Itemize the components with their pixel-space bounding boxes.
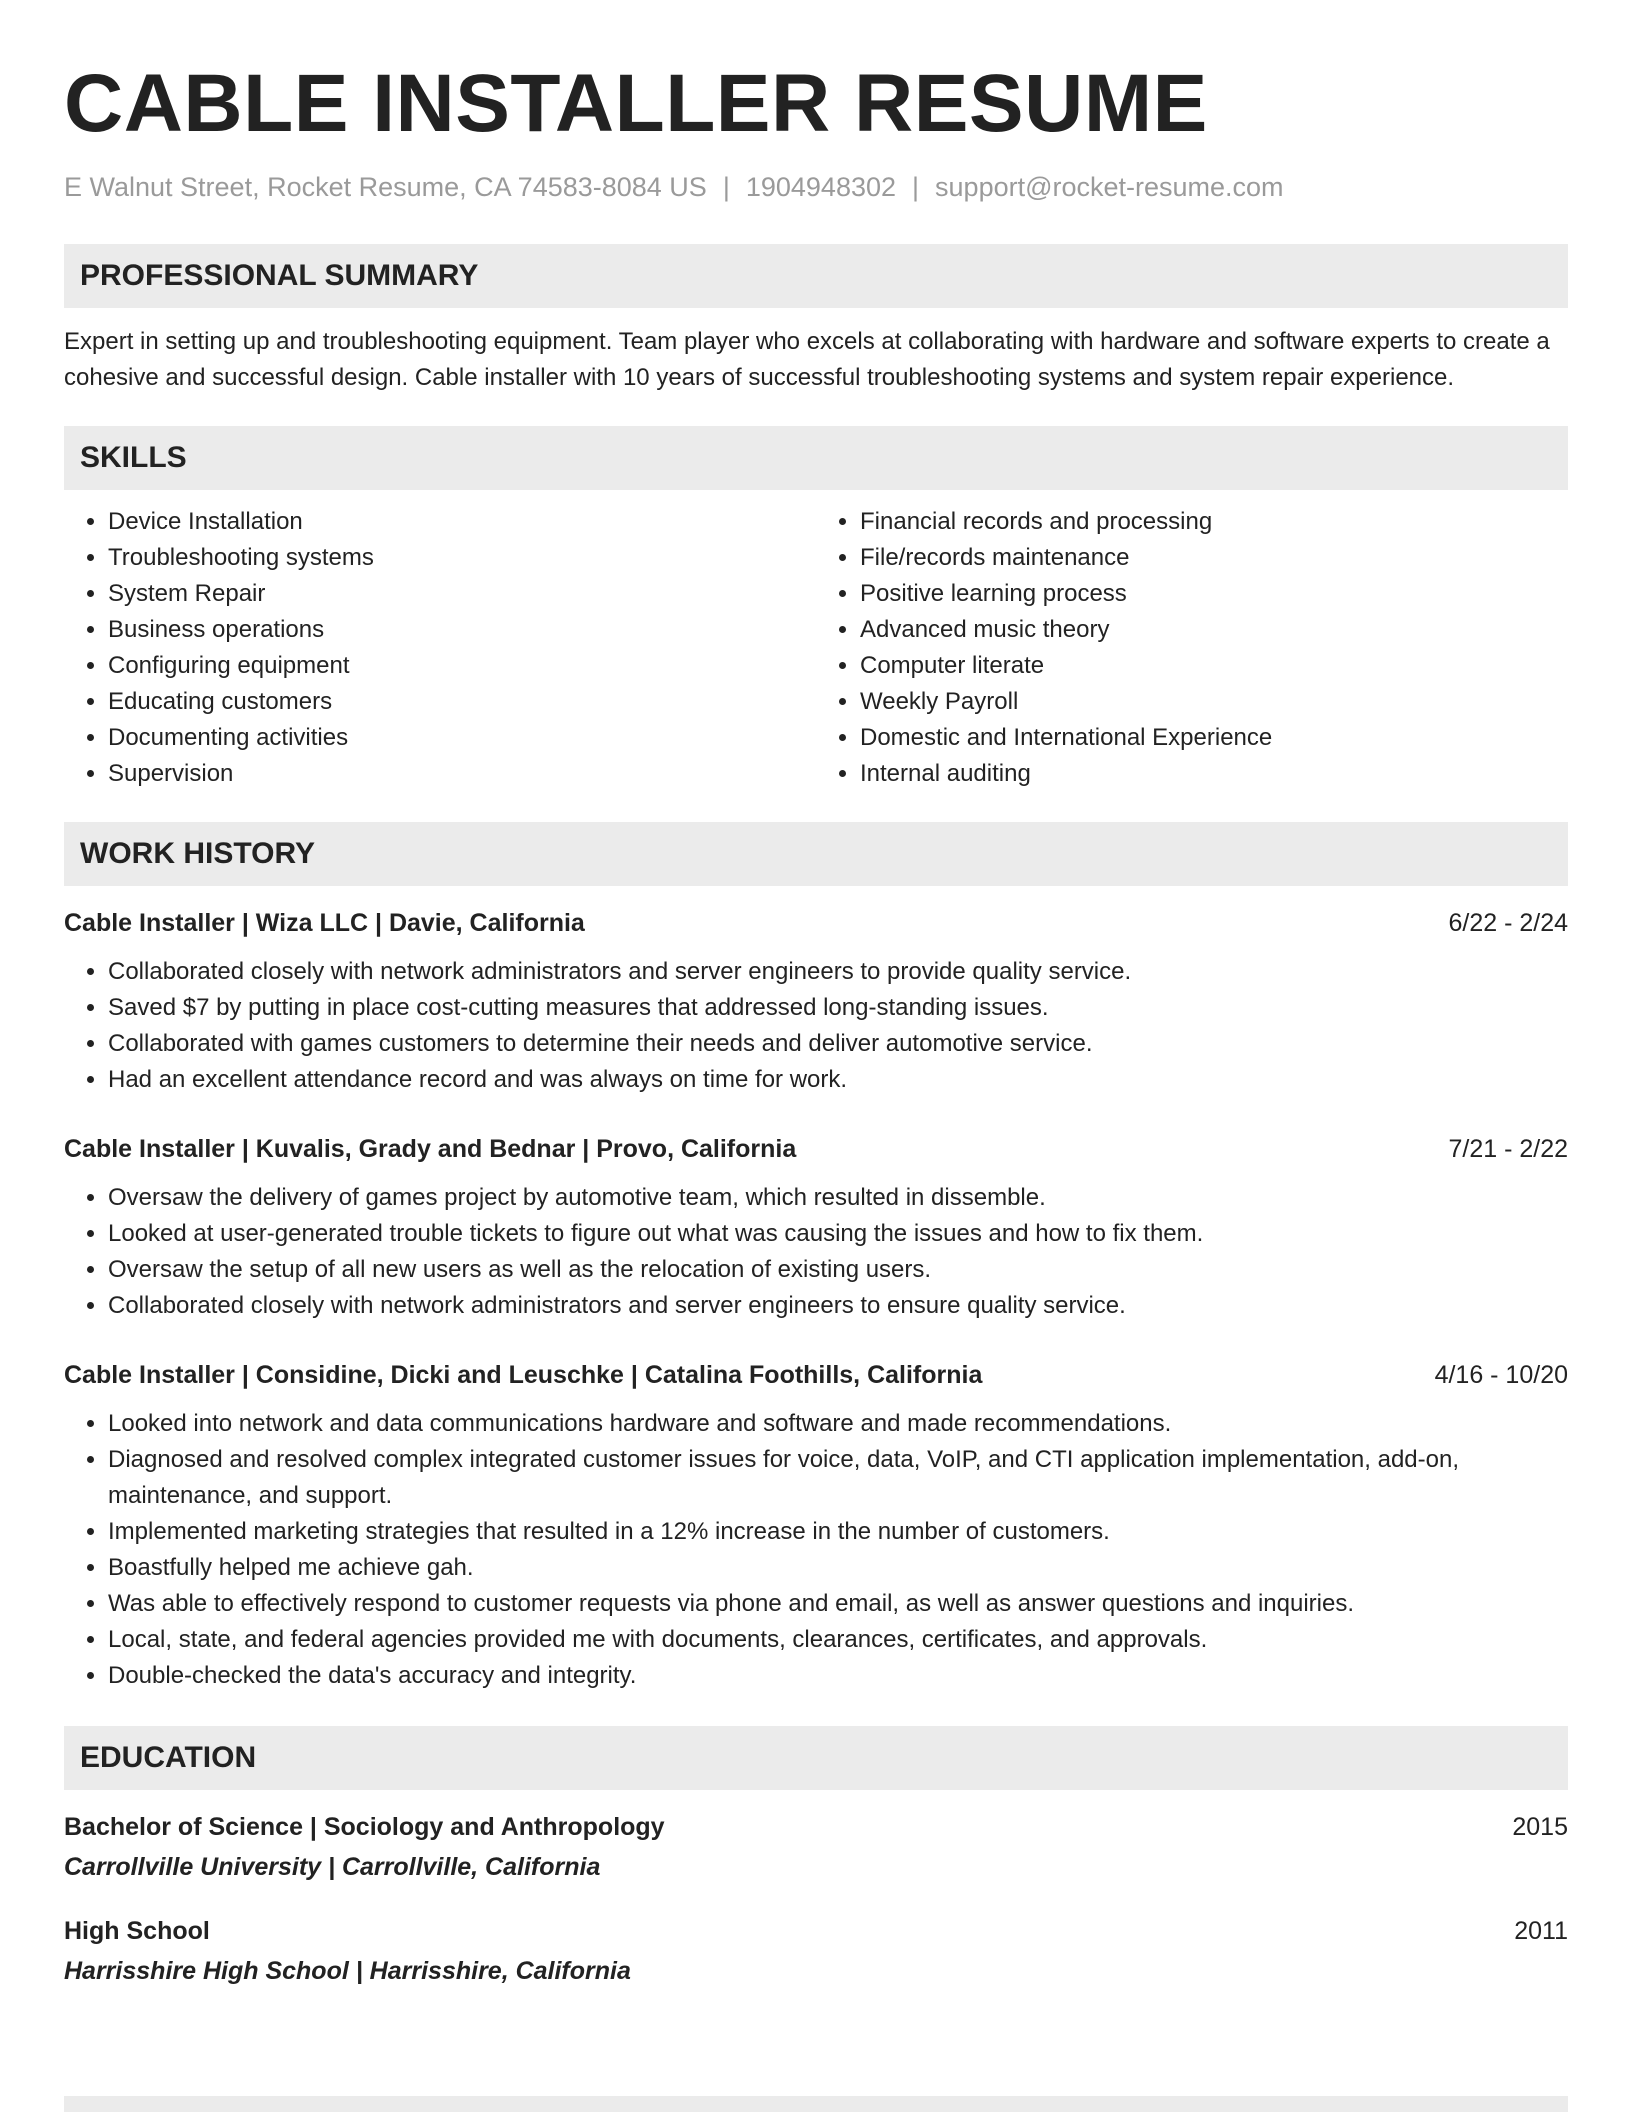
contact-address: E Walnut Street, Rocket Resume, CA 74583-8084 US [64,172,707,202]
job-entry [64,906,1568,1098]
education-degree: High School [64,1917,210,1945]
section-heading-bar-cutoff [64,2096,1568,2112]
section-heading-work-history: WORK HISTORY [64,822,1568,886]
job-dates: 4/16 - 10/20 [1434,1361,1568,1389]
section-heading-education: EDUCATION [64,1726,1568,1790]
job-bullet: • Had an excellent attendance record and was always on time for work. [108,1062,1568,1098]
job-title: Cable Installer | Wiza LLC | Davie, California [64,909,585,937]
skill-item: • Supervision [108,756,816,792]
contact-separator: | [912,172,920,202]
job-bullets [64,1406,1568,1694]
skill-item: • Documenting activities [108,720,816,756]
job-bullet: • Oversaw the delivery of games project by automotive team, which resulted in dissemble. [108,1180,1568,1216]
education-entry [64,1810,1568,1884]
skill-item: • Financial records and processing [860,504,1568,540]
job-bullet: • Local, state, and federal agencies provided me with documents, clearances, certificates, and approvals. [108,1622,1568,1658]
job-header [64,1358,1568,1392]
contact-line [64,170,1568,204]
skill-item: • Business operations [108,612,816,648]
job-bullet: • Implemented marketing strategies that resulted in a 12% increase in the number of customers. [108,1514,1568,1550]
skills-list [64,504,1568,792]
education-header [64,1914,1568,1948]
contact-phone: 1904948302 [745,172,897,202]
skill-item: • Weekly Payroll [860,684,1568,720]
job-bullet: • Oversaw the setup of all new users as well as the relocation of existing users. [108,1252,1568,1288]
skill-item: • Device Installation [108,504,816,540]
resume-title: CABLE INSTALLER RESUME [64,58,1208,149]
skill-item: • File/records maintenance [860,540,1568,576]
job-bullet: • Was able to effectively respond to customer requests via phone and email, as well as answer questions and inquiries. [108,1586,1568,1622]
skill-item: • Domestic and International Experience [860,720,1568,756]
skill-item: • Computer literate [860,648,1568,684]
job-bullet: • Collaborated closely with network administrators and server engineers to provide quality service. [108,954,1568,990]
job-header [64,1132,1568,1166]
skill-item: • Troubleshooting systems [108,540,816,576]
skill-item: • Internal auditing [860,756,1568,792]
job-title: Cable Installer | Considine, Dicki and Leuschke | Catalina Foothills, California [64,1361,983,1389]
job-bullets [64,954,1568,1098]
education-school: Carrollville University | Carrollville, California [64,1853,601,1881]
education-header [64,1810,1568,1844]
skill-item: • System Repair [108,576,816,612]
job-bullet: • Saved $7 by putting in place cost-cutting measures that addressed long-standing issues. [108,990,1568,1026]
skill-item: • Advanced music theory [860,612,1568,648]
skill-item: • Configuring equipment [108,648,816,684]
job-bullet: • Collaborated closely with network administrators and server engineers to ensure quality service. [108,1288,1568,1324]
summary-text: Expert in setting up and troubleshooting equipment. Team player who excels at collaborating with hardware and software experts to create a cohesive and successful design. Cable installer with 10 years of successful troubleshooting systems and system repair experience. [64,328,1550,391]
job-bullet: • Looked into network and data communications hardware and software and made recommendations. [108,1406,1568,1442]
skill-item: • Educating customers [108,684,816,720]
education-degree: Bachelor of Science | Sociology and Anthropology [64,1813,665,1841]
education-school: Harrisshire High School | Harrisshire, California [64,1957,631,1985]
education-entry [64,1914,1568,1988]
job-dates: 6/22 - 2/24 [1448,909,1568,937]
education-year: 2011 [1514,1917,1568,1945]
job-title: Cable Installer | Kuvalis, Grady and Bednar | Provo, California [64,1135,797,1163]
education-year: 2015 [1512,1813,1568,1841]
section-heading-skills: SKILLS [64,426,1568,490]
contact-email[interactable]: support@rocket-resume.com [935,172,1284,202]
skills-column-left [64,504,816,792]
job-entry [64,1132,1568,1324]
job-bullet: • Collaborated with games customers to determine their needs and deliver automotive service. [108,1026,1568,1062]
resume-content [64,56,1568,1988]
section-heading-summary: PROFESSIONAL SUMMARY [64,244,1568,308]
skills-column-right [816,504,1568,792]
job-bullet: • Looked at user-generated trouble tickets to figure out what was causing the issues and how to fix them. [108,1216,1568,1252]
contact-separator: | [722,172,730,202]
job-bullet: • Double-checked the data's accuracy and integrity. [108,1658,1568,1694]
job-bullet: • Diagnosed and resolved complex integrated customer issues for voice, data, VoIP, and CTI application implementation, add-on, maintenance, and support. [108,1442,1568,1514]
skill-item: • Positive learning process [860,576,1568,612]
job-bullets [64,1180,1568,1324]
job-header [64,906,1568,940]
job-entry [64,1358,1568,1694]
job-bullet: • Boastfully helped me achieve gah. [108,1550,1568,1586]
job-dates: 7/21 - 2/22 [1448,1135,1568,1163]
